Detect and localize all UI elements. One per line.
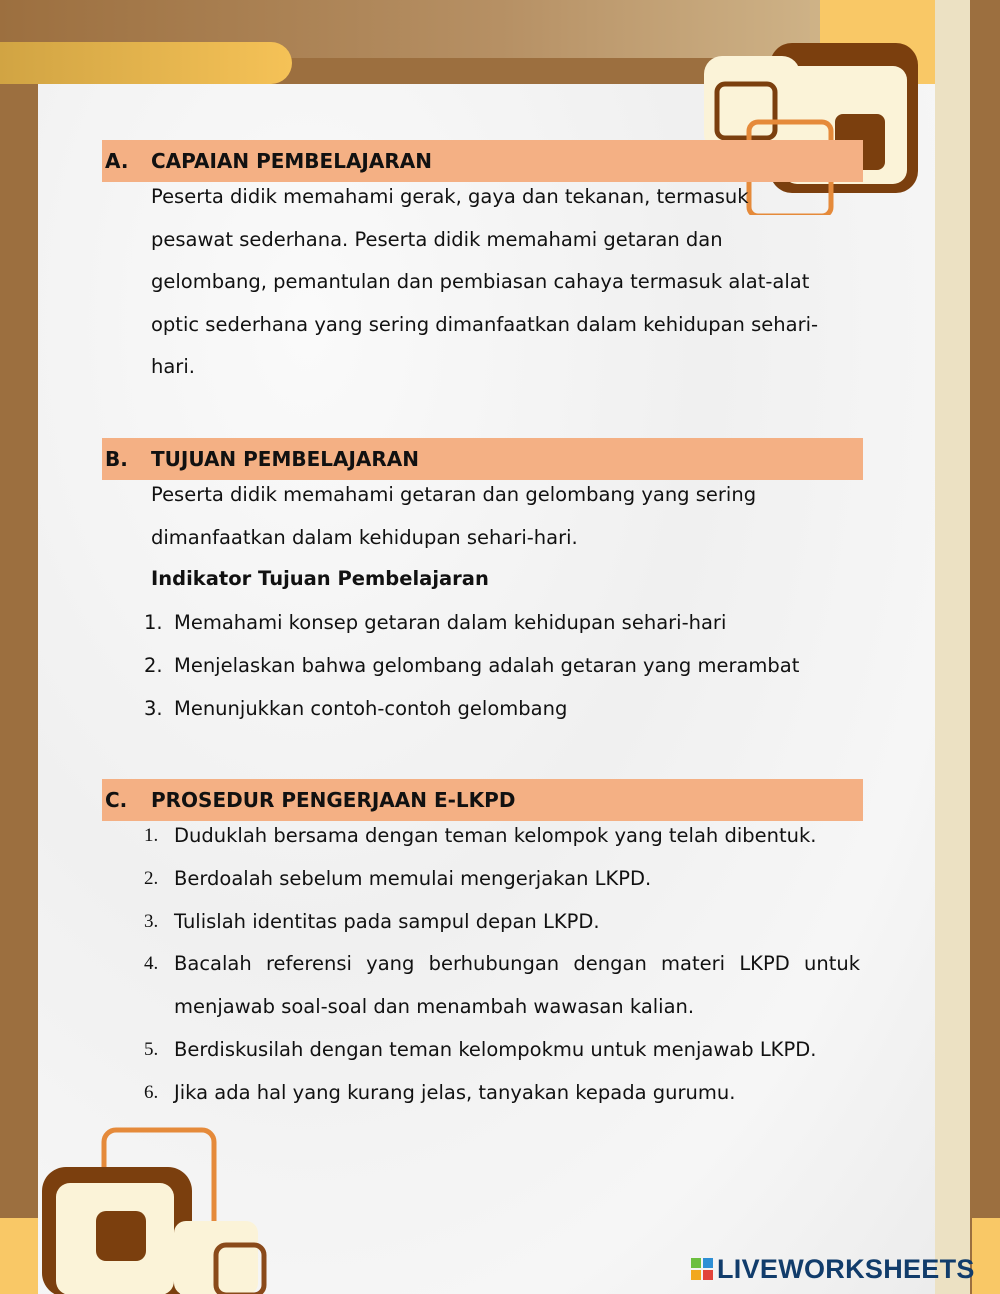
- section-a-title: CAPAIAN PEMBELAJARAN: [151, 149, 432, 173]
- list-text: Menjelaskan bahwa gelombang adalah getaran yang merambat: [174, 653, 800, 677]
- paragraph-line: gelombang, pemantulan dan pembiasan cahaya termasuk alat-alat: [151, 270, 810, 294]
- paragraph-line: pesawat sederhana. Peserta didik memahami getaran dan: [151, 227, 723, 251]
- right-brown-strip: [970, 0, 1000, 1294]
- list-text: Memahami konsep getaran dalam kehidupan sehari-hari: [174, 611, 727, 634]
- indicator-list: [144, 602, 860, 730]
- list-text: Berdiskusilah dengan teman kelompokmu untuk menjawab LKPD.: [174, 1037, 817, 1061]
- list-number: 2.: [144, 653, 163, 677]
- section-a-letter: A.: [105, 149, 129, 173]
- procedure-list: [144, 815, 860, 1115]
- list-number: 6.: [144, 1081, 159, 1103]
- list-item: [144, 602, 860, 645]
- list-item: [144, 943, 860, 1029]
- list-number: 1.: [144, 825, 159, 846]
- liveworksheets-mark-icon: [691, 1258, 713, 1280]
- list-number: 3.: [144, 910, 159, 932]
- list-number: 4.: [144, 953, 159, 975]
- section-b-paragraph: [151, 474, 860, 559]
- list-item: [144, 1072, 860, 1115]
- list-number: 5.: [144, 1038, 159, 1060]
- list-number: 3.: [144, 696, 163, 720]
- indicator-heading: Indikator Tujuan Pembelajaran: [151, 567, 489, 590]
- list-text: Tulislah identitas pada sampul depan LKPD.: [174, 909, 600, 933]
- section-a-paragraph: [151, 176, 860, 389]
- list-number: 1.: [144, 611, 163, 634]
- list-item: [144, 1029, 860, 1072]
- list-number: 2.: [144, 867, 159, 889]
- right-cream-strip: [935, 0, 972, 1294]
- list-item: [144, 901, 860, 944]
- section-c-letter: C.: [105, 788, 128, 812]
- section-b-letter: B.: [105, 447, 128, 471]
- list-item: [144, 858, 860, 901]
- section-b-title: TUJUAN PEMBELAJARAN: [151, 447, 420, 471]
- paragraph-line: hari.: [151, 355, 195, 379]
- list-item: [144, 645, 860, 688]
- list-item: [144, 815, 860, 858]
- list-text: Duduklah bersama dengan teman kelompok yang telah dibentuk.: [174, 824, 817, 847]
- liveworksheets-logo-text: LIVEWORKSHEETS: [717, 1253, 975, 1284]
- list-text: Jika ada hal yang kurang jelas, tanyakan kepada gurumu.: [174, 1080, 736, 1104]
- paragraph-line: dimanfaatkan dalam kehidupan sehari-hari.: [151, 525, 578, 549]
- list-text: Bacalah referensi yang berhubungan dengan materi LKPD untuk menjawab soal-soal dan menambah wawasan kalian.: [174, 952, 860, 1019]
- section-c-title: PROSEDUR PENGERJAAN E-LKPD: [151, 788, 516, 812]
- list-text: Menunjukkan contoh-contoh gelombang: [174, 696, 568, 720]
- liveworksheets-logo[interactable]: [691, 1250, 975, 1288]
- top-yellow-pill: [0, 42, 292, 84]
- list-item: [144, 688, 860, 731]
- bottom-left-squares-decoration: [40, 1127, 272, 1294]
- paragraph-line: optic sederhana yang sering dimanfaatkan dalam kehidupan sehari-: [151, 312, 819, 336]
- bottom-right-yellow-block: [972, 1218, 1000, 1294]
- paragraph-line: Peserta didik memahami gerak, gaya dan tekanan, termasuk: [151, 185, 749, 208]
- paragraph-line: Peserta didik memahami getaran dan gelombang yang sering: [151, 483, 757, 506]
- list-text: Berdoalah sebelum memulai mengerjakan LKPD.: [174, 866, 652, 890]
